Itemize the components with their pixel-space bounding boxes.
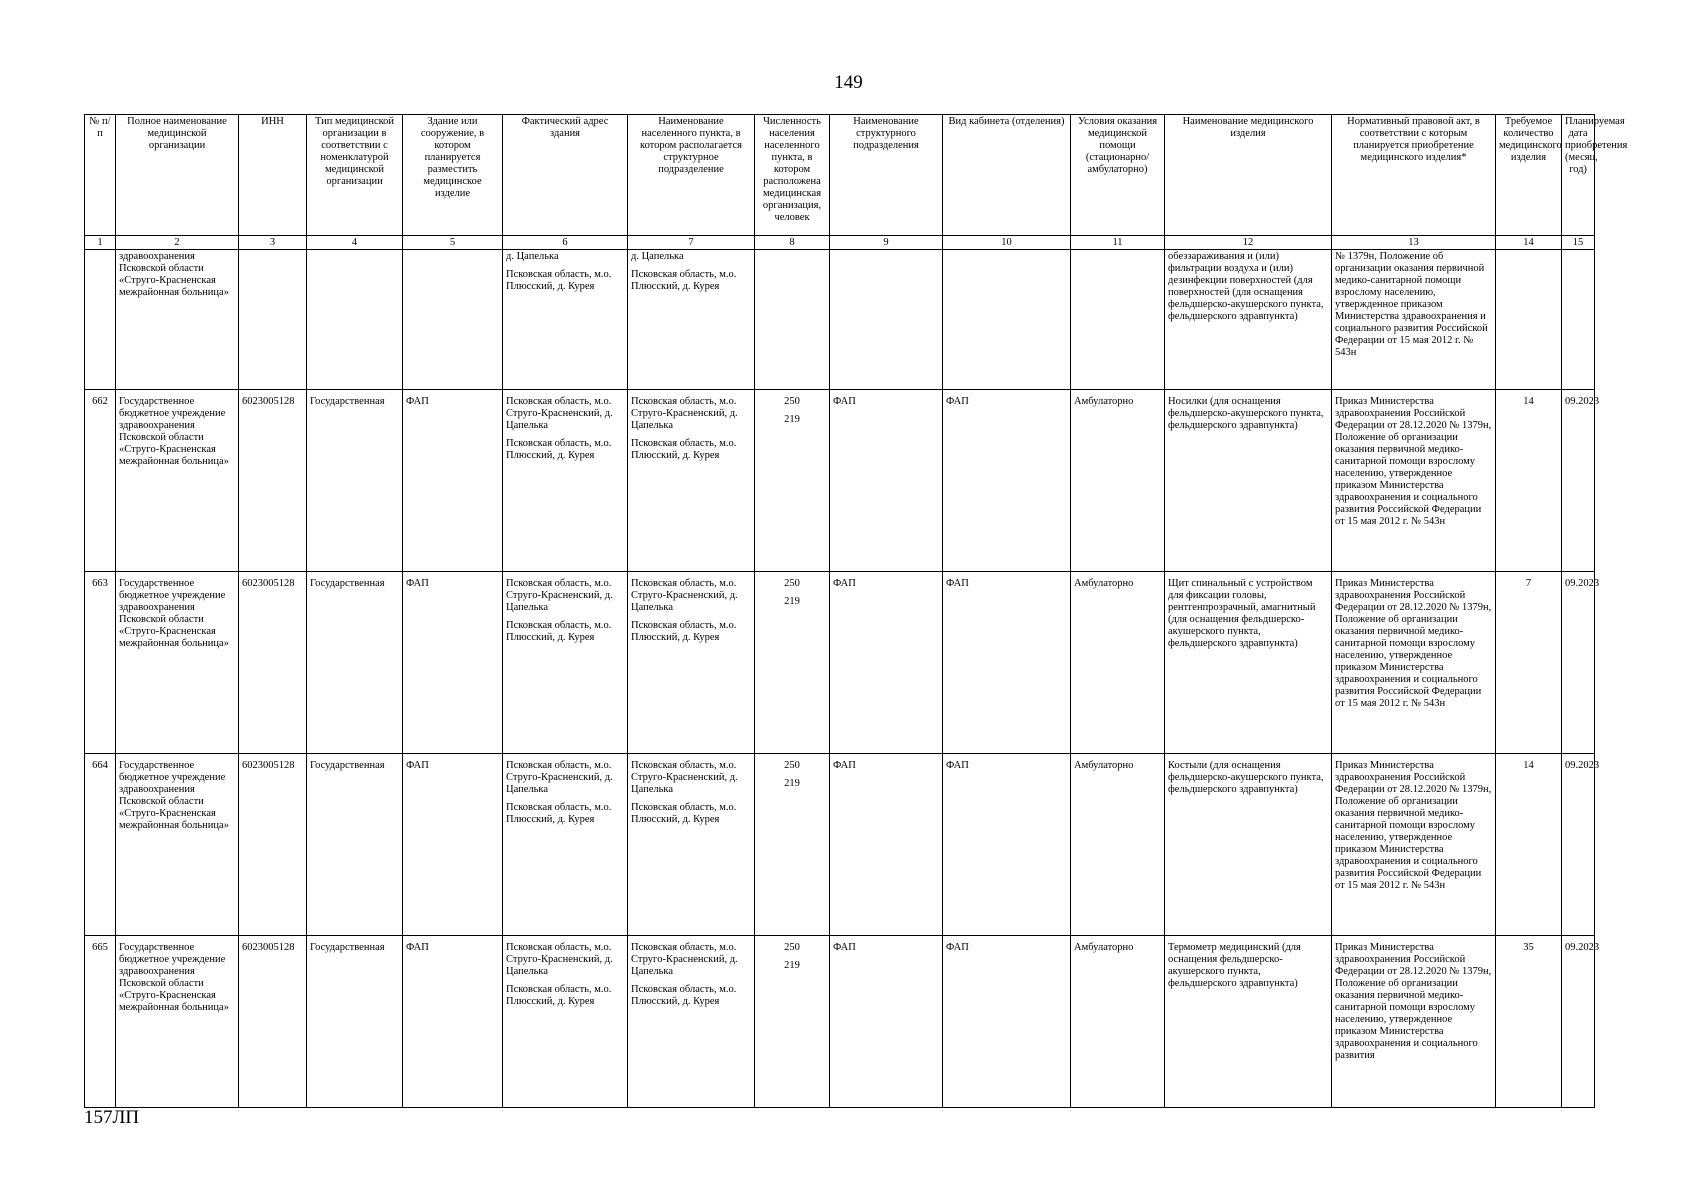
organization-cell: Государственное бюджетное учреждение здравоохранения Псковской области «Стругo-Красненская межрайонная больница» (116, 572, 239, 754)
settlement-cell (628, 572, 755, 754)
settlement-line: Псковская область, м.о. Стругo-Красненский, д. Цапелька (631, 396, 738, 431)
quantity-cell: 35 (1496, 936, 1562, 1108)
date-cell: 09.2023 (1562, 754, 1595, 936)
header-cell: Численность населения населенного пункта, в котором расположена медицинская организация, человек (755, 115, 830, 236)
settlement-cell (628, 250, 755, 390)
org-type-cell: Государственная (307, 572, 403, 754)
footer-code: 157ЛП (84, 1107, 140, 1128)
row-number: 663 (85, 572, 116, 754)
column-number-row (85, 236, 1595, 250)
device-cell: Термометр медицинский (для оснащения фельдшерско-акушерского пункта, фельдшерского здравпункта) (1165, 936, 1332, 1108)
settlement-line: Псковская область, м.о. Плюсский, д. Курея (631, 269, 737, 292)
device-cell: Носилки (для оснащения фельдшерско-акушерского пункта, фельдшерского здравпункта) (1165, 390, 1332, 572)
population-value: 250 (784, 760, 800, 771)
column-number: 1 (85, 236, 116, 250)
date-cell: 09.2023 (1562, 572, 1595, 754)
inn-cell: 6023005128 (239, 390, 307, 572)
header-cell: Фактический адрес здания (503, 115, 628, 236)
column-number: 4 (307, 236, 403, 250)
column-number: 11 (1071, 236, 1165, 250)
header-cell: Нормативный правовой акт, в соответствии с которым планируется приобретение медицинского изделия* (1332, 115, 1496, 236)
settlement-line: Псковская область, м.о. Стругo-Красненский, д. Цапелька (631, 578, 738, 613)
unit-cell: ФАП (830, 572, 943, 754)
header-cell: Требуемое количество медицинского изделия (1496, 115, 1562, 236)
settlement-cell (628, 390, 755, 572)
column-number: 5 (403, 236, 503, 250)
population-cell (755, 754, 830, 936)
row-number: 662 (85, 390, 116, 572)
address-line: Псковская область, м.о. Стругo-Красненский, д. Цапелька (506, 578, 613, 613)
header-cell: Наименование медицинского изделия (1165, 115, 1332, 236)
column-number: 9 (830, 236, 943, 250)
legal-act-cell: Приказ Министерства здравоохранения Российской Федерации от 28.12.2020 № 1379н, Положение об организации оказания первичной медико-санитарной помощи взрослому населению, утвержденное приказом Министерства здравоохранения и социального развития (1332, 936, 1496, 1108)
continuation-row (85, 250, 1595, 390)
unit-cell: ФАП (830, 936, 943, 1108)
legal-act-cell: № 1379н, Положение об организации оказания первичной медико-санитарной помощи взрослому населению, утвержденное приказом Министерства здравоохранения и социального развития Российской Федерации от 15 мая 2012 г. № 543н (1332, 250, 1496, 390)
organization-cell: Государственное бюджетное учреждение здравоохранения Псковской области «Стругo-Красненская межрайонная больница» (116, 754, 239, 936)
cabinet-cell: ФАП (943, 572, 1071, 754)
cabinet-cell: ФАП (943, 390, 1071, 572)
address-line: д. Цапелька (506, 251, 559, 262)
table-row (85, 390, 1595, 572)
population-cell (755, 390, 830, 572)
settlement-line: Псковская область, м.о. Стругo-Красненский, д. Цапелька (631, 760, 738, 795)
population-value: 250 (784, 578, 800, 589)
table-row (85, 936, 1595, 1108)
address-cell (503, 250, 628, 390)
org-type-cell: Государственная (307, 754, 403, 936)
building-cell: ФАП (403, 936, 503, 1108)
header-cell: Тип медицинской организации в соответствии с номенклатурой медицинской организации (307, 115, 403, 236)
building-cell: ФАП (403, 754, 503, 936)
row-number: 665 (85, 936, 116, 1108)
population-value: 219 (784, 778, 800, 789)
population-cell (755, 936, 830, 1108)
population-value: 250 (784, 396, 800, 407)
cabinet-cell: ФАП (943, 936, 1071, 1108)
header-cell: Планируемая дата приобретения (месяц, год) (1562, 115, 1595, 236)
settlement-cell (628, 936, 755, 1108)
header-cell: Наименование структурного подразделения (830, 115, 943, 236)
legal-act-cell: Приказ Министерства здравоохранения Российской Федерации от 28.12.2020 № 1379н, Положение об организации оказания первичной медико-санитарной помощи взрослому населению, утвержденное приказом Министерства здравоохранения и социального развития Российской Федерации от 15 мая 2012 г. № 543н (1332, 390, 1496, 572)
column-number: 3 (239, 236, 307, 250)
header-cell: ИНН (239, 115, 307, 236)
population-value: 219 (784, 596, 800, 607)
settlement-line: Псковская область, м.о. Плюсский, д. Курея (631, 984, 737, 1007)
address-line: Псковская область, м.о. Плюсский, д. Курея (506, 984, 612, 1007)
column-number: 12 (1165, 236, 1332, 250)
quantity-cell: 14 (1496, 754, 1562, 936)
page-number: 149 (834, 72, 863, 93)
column-number: 8 (755, 236, 830, 250)
conditions-cell: Амбулаторно (1071, 390, 1165, 572)
address-line: Псковская область, м.о. Плюсский, д. Курея (506, 269, 612, 292)
header-cell: Наименование населенного пункта, в котором располагается структурное подразделение (628, 115, 755, 236)
settlement-line: Псковская область, м.о. Плюсский, д. Курея (631, 620, 737, 643)
conditions-cell: Амбулаторно (1071, 572, 1165, 754)
inn-cell: 6023005128 (239, 936, 307, 1108)
column-number: 10 (943, 236, 1071, 250)
settlement-line: д. Цапелька (631, 251, 684, 262)
address-line: Псковская область, м.о. Плюсский, д. Курея (506, 802, 612, 825)
settlement-cell (628, 754, 755, 936)
inn-cell: 6023005128 (239, 572, 307, 754)
device-cell: Костыли (для оснащения фельдшерско-акушерского пункта, фельдшерского здравпункта) (1165, 754, 1332, 936)
address-line: Псковская область, м.о. Стругo-Красненский, д. Цапелька (506, 760, 613, 795)
header-cell: Здание или сооружение, в котором планируется разместить медицинское изделие (403, 115, 503, 236)
address-cell (503, 754, 628, 936)
column-number: 13 (1332, 236, 1496, 250)
header-cell: № п/п (85, 115, 116, 236)
org-type-cell: Государственная (307, 936, 403, 1108)
conditions-cell: Амбулаторно (1071, 936, 1165, 1108)
table-row (85, 754, 1595, 936)
column-number: 14 (1496, 236, 1562, 250)
address-line: Псковская область, м.о. Стругo-Красненский, д. Цапелька (506, 396, 613, 431)
address-line: Псковская область, м.о. Плюсский, д. Курея (506, 620, 612, 643)
address-cell (503, 936, 628, 1108)
org-type-cell: Государственная (307, 390, 403, 572)
legal-act-cell: Приказ Министерства здравоохранения Российской Федерации от 28.12.2020 № 1379н, Положение об организации оказания первичной медико-санитарной помощи взрослому населению, утвержденное приказом Министерства здравоохранения и социального развития Российской Федерации от 15 мая 2012 г. № 543н (1332, 572, 1496, 754)
settlement-line: Псковская область, м.о. Плюсский, д. Курея (631, 438, 737, 461)
column-number: 2 (116, 236, 239, 250)
device-cell: обеззараживания и (или) фильтрации воздуха и (или) дезинфекции поверхностей (для поверхностей (для оснащения фельдшерско-акушерского пункта, фельдшерского здравпункта) (1165, 250, 1332, 390)
conditions-cell: Амбулаторно (1071, 754, 1165, 936)
column-number: 7 (628, 236, 755, 250)
building-cell: ФАП (403, 390, 503, 572)
building-cell: ФАП (403, 572, 503, 754)
organization-cell: здравоохранения Псковской области «Стругo-Красненская межрайонная больница» (116, 250, 239, 390)
table-row (85, 572, 1595, 754)
population-value: 219 (784, 414, 800, 425)
organization-cell: Государственное бюджетное учреждение здравоохранения Псковской области «Стругo-Красненская межрайонная больница» (116, 390, 239, 572)
date-cell: 09.2023 (1562, 936, 1595, 1108)
date-cell: 09.2023 (1562, 390, 1595, 572)
cabinet-cell: ФАП (943, 754, 1071, 936)
header-row (85, 115, 1595, 236)
row-number: 664 (85, 754, 116, 936)
population-cell (755, 572, 830, 754)
address-cell (503, 572, 628, 754)
header-cell: Условия оказания медицинской помощи (стационарно/ амбулаторно) (1071, 115, 1165, 236)
header-cell: Полное наименование медицинской организации (116, 115, 239, 236)
address-line: Псковская область, м.о. Плюсский, д. Курея (506, 438, 612, 461)
header-cell: Вид кабинета (отделения) (943, 115, 1071, 236)
organization-cell: Государственное бюджетное учреждение здравоохранения Псковской области «Стругo-Красненская межрайонная больница» (116, 936, 239, 1108)
equipment-table (84, 114, 1628, 1108)
unit-cell: ФАП (830, 390, 943, 572)
device-cell: Щит спинальный с устройством для фиксации головы, рентгенпрозрачный, амагнитный (для оснащения фельдшерско-акушерского пункта, фельдшерского здравпункта) (1165, 572, 1332, 754)
column-number: 15 (1562, 236, 1595, 250)
population-value: 250 (784, 942, 800, 953)
settlement-line: Псковская область, м.о. Стругo-Красненский, д. Цапелька (631, 942, 738, 977)
quantity-cell: 14 (1496, 390, 1562, 572)
population-value: 219 (784, 960, 800, 971)
column-number: 6 (503, 236, 628, 250)
address-cell (503, 390, 628, 572)
unit-cell: ФАП (830, 754, 943, 936)
legal-act-cell: Приказ Министерства здравоохранения Российской Федерации от 28.12.2020 № 1379н, Положение об организации оказания первичной медико-санитарной помощи взрослому населению, утвержденное приказом Министерства здравоохранения и социального развития Российской Федерации от 15 мая 2012 г. № 543н (1332, 754, 1496, 936)
address-line: Псковская область, м.о. Стругo-Красненский, д. Цапелька (506, 942, 613, 977)
inn-cell: 6023005128 (239, 754, 307, 936)
quantity-cell: 7 (1496, 572, 1562, 754)
settlement-line: Псковская область, м.о. Плюсский, д. Курея (631, 802, 737, 825)
